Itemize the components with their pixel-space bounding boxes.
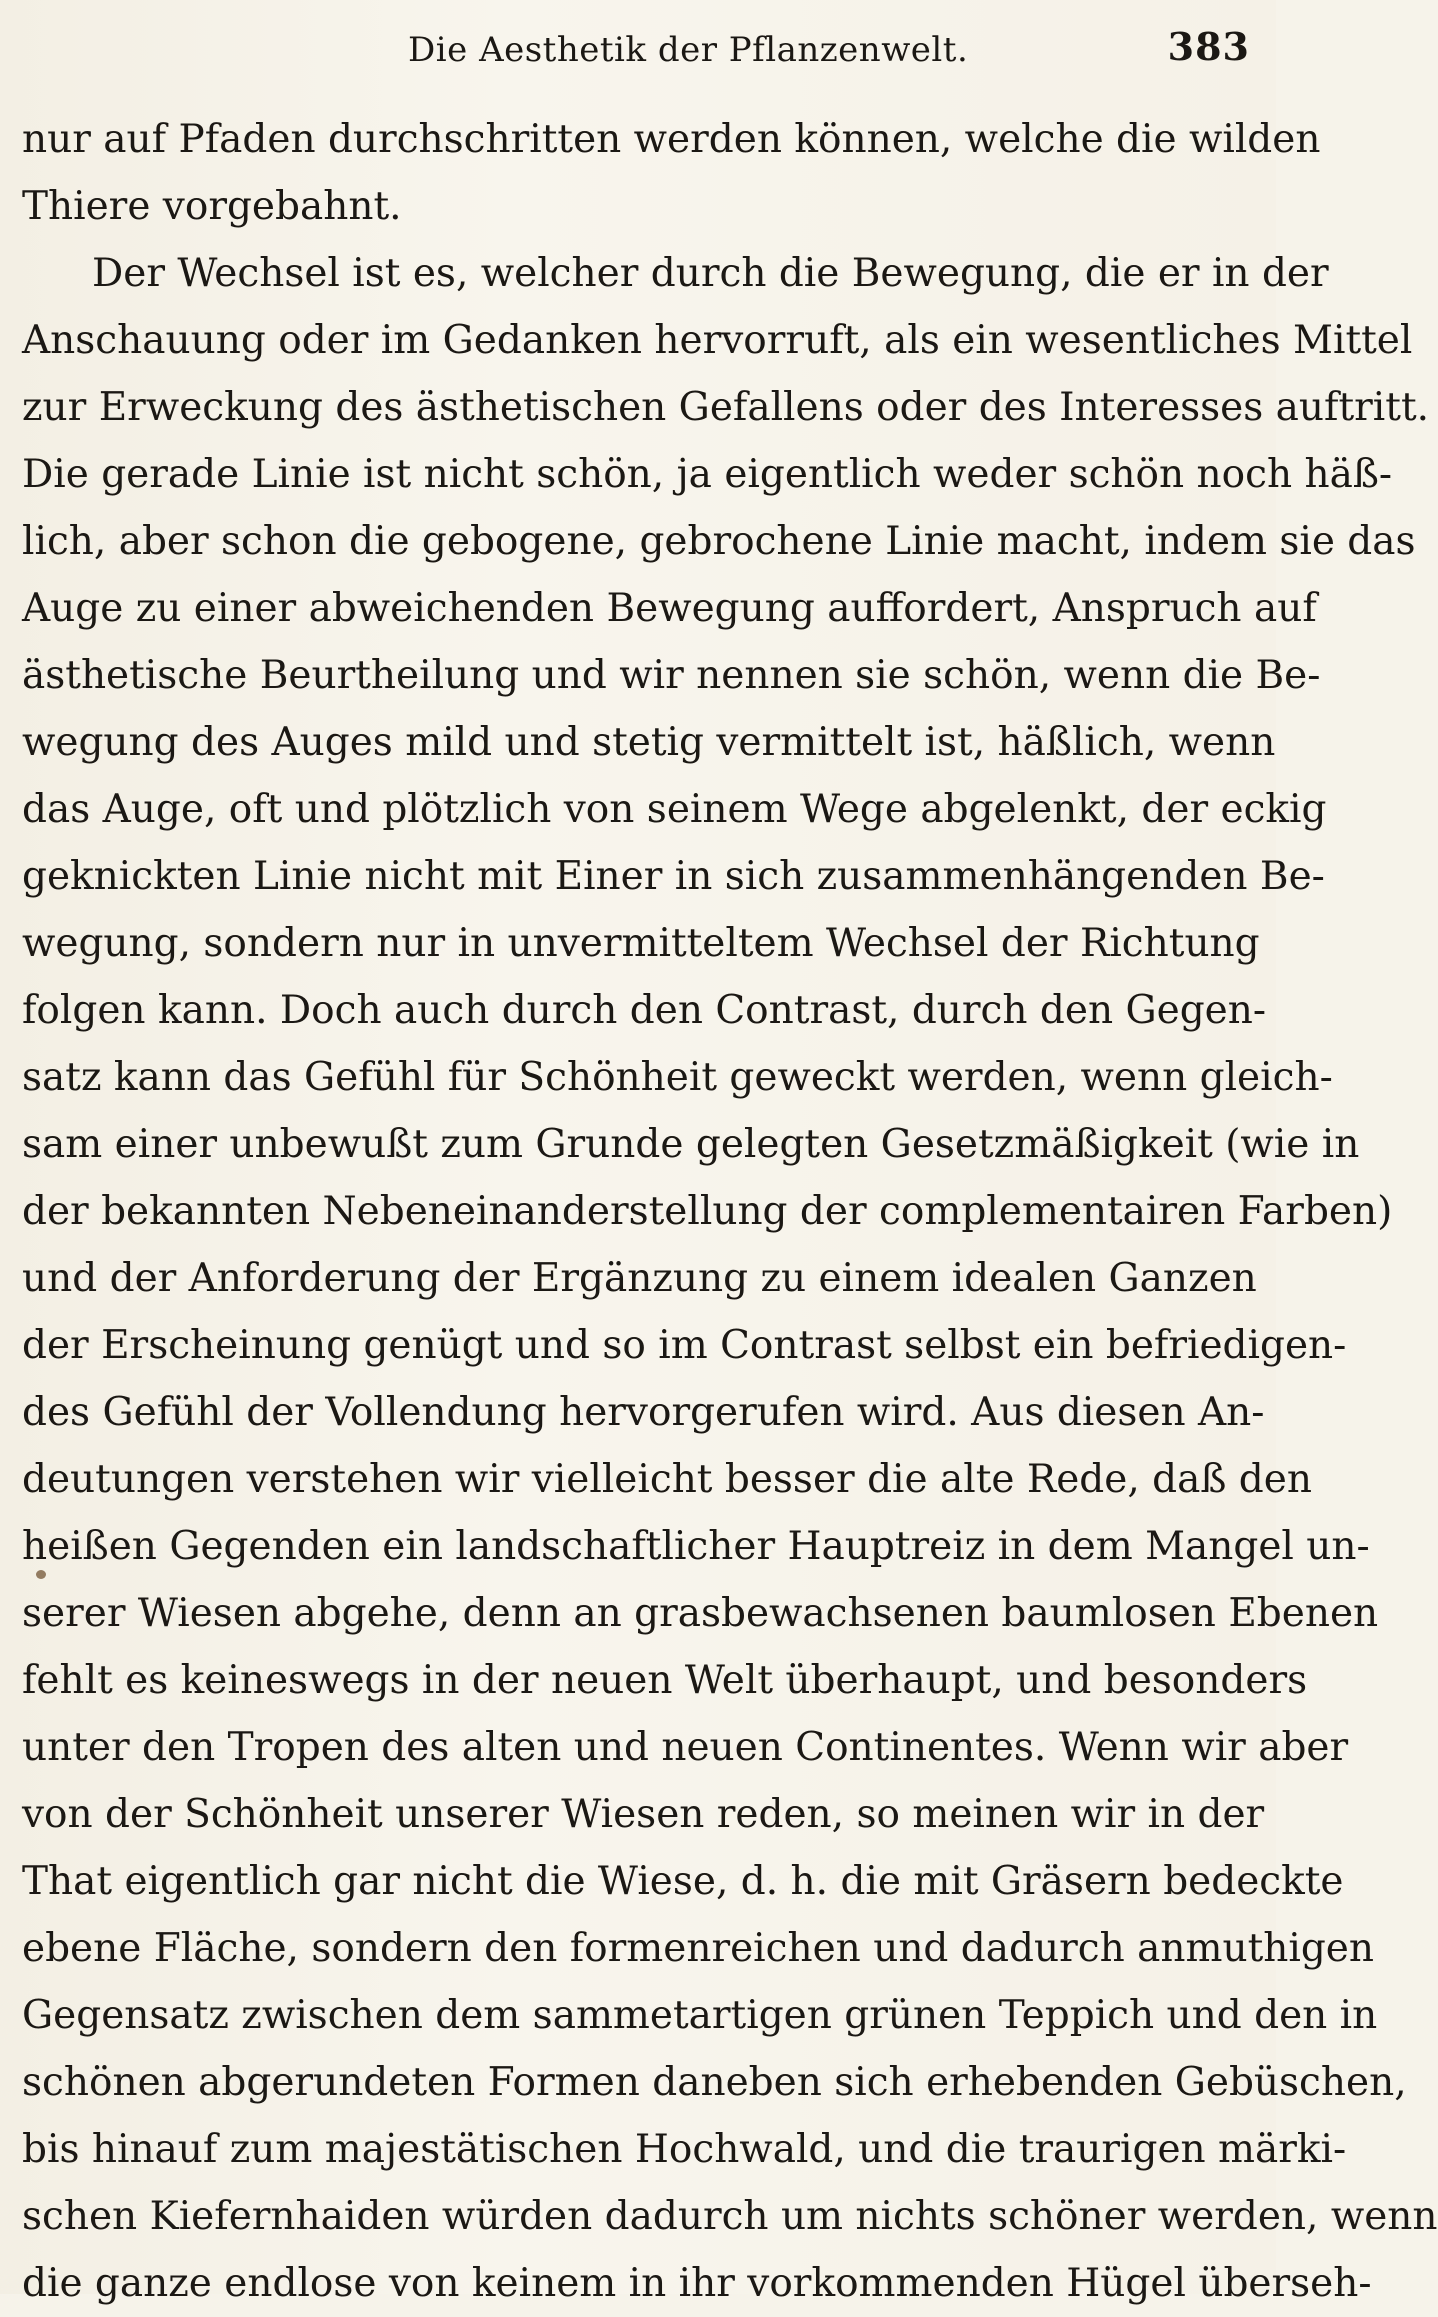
body-text xyxy=(22,106,1438,2317)
running-title: Die Aesthetik der Pflanzenwelt. xyxy=(408,30,969,70)
ink-spot xyxy=(36,1570,46,1579)
text-line: folgen kann. Doch auch durch den Contrast, durch den Gegen- xyxy=(22,988,1267,1033)
text-line: nur auf Pfaden durchschritten werden können, welche die wilden xyxy=(22,117,1321,162)
text-line: des Gefühl der Vollendung hervorgerufen wird. Aus diesen An- xyxy=(22,1390,1265,1435)
text-line: von der Schönheit unserer Wiesen reden, so meinen wir in der xyxy=(22,1792,1265,1837)
text-line: geknickten Linie nicht mit Einer in sich zusammenhängenden Be- xyxy=(22,854,1325,899)
text-line: Anschauung oder im Gedanken hervorruft, als ein wesentliches Mittel xyxy=(22,318,1413,363)
text-line: Auge zu einer abweichenden Bewegung auffordert, Anspruch auf xyxy=(22,586,1317,631)
text-line: fehlt es keineswegs in der neuen Welt überhaupt, und besonders xyxy=(22,1658,1308,1703)
text-line: zur Erweckung des ästhetischen Gefallens oder des Interesses auftritt. xyxy=(22,385,1430,430)
text-line: wegung des Auges mild und stetig vermittelt ist, häßlich, wenn xyxy=(22,720,1276,765)
text-line: satz kann das Gefühl für Schönheit geweckt werden, wenn gleich- xyxy=(22,1055,1333,1100)
text-line: lich, aber schon die gebogene, gebrochene Linie macht, indem sie das xyxy=(22,519,1416,564)
text-line: ästhetische Beurtheilung und wir nennen sie schön, wenn die Be- xyxy=(22,653,1321,698)
text-line: Der Wechsel ist es, welcher durch die Bewegung, die er in der xyxy=(92,251,1329,296)
text-line: bis hinauf zum majestätischen Hochwald, und die traurigen märki- xyxy=(22,2127,1347,2172)
text-line: schen Kiefernhaiden würden dadurch um nichts schöner werden, wenn xyxy=(22,2194,1438,2239)
text-line: sam einer unbewußt zum Grunde gelegten Gesetzmäßigkeit (wie in xyxy=(22,1122,1360,1167)
text-line: wegung, sondern nur in unvermitteltem Wechsel der Richtung xyxy=(22,921,1260,966)
page-number: 383 xyxy=(1167,24,1250,69)
text-line: heißen Gegenden ein landschaftlicher Hauptreiz in dem Mangel un- xyxy=(22,1524,1370,1569)
text-line: der bekannten Nebeneinanderstellung der complementairen Farben) xyxy=(22,1189,1393,1234)
text-line: die ganze endlose von keinem in ihr vorkommenden Hügel überseh- xyxy=(22,2261,1372,2306)
text-line: deutungen verstehen wir vielleicht besser die alte Rede, daß den xyxy=(22,1457,1312,1502)
text-line: Thiere vorgebahnt. xyxy=(22,184,402,229)
text-line: That eigentlich gar nicht die Wiese, d. h. die mit Gräsern bedeckte xyxy=(22,1859,1344,1904)
text-line: ebene Fläche, sondern den formenreichen und dadurch anmuthigen xyxy=(22,1926,1374,1971)
text-line: serer Wiesen abgehe, denn an grasbewachsenen baumlosen Ebenen xyxy=(22,1591,1379,1636)
text-line: das Auge, oft und plötzlich von seinem Wege abgelenkt, der eckig xyxy=(22,787,1327,832)
text-line: Die gerade Linie ist nicht schön, ja eigentlich weder schön noch häß- xyxy=(22,452,1393,497)
text-line: unter den Tropen des alten und neuen Continentes. Wenn wir aber xyxy=(22,1725,1349,1770)
running-head xyxy=(0,24,1276,84)
text-line: Gegensatz zwischen dem sammetartigen grünen Teppich und den in xyxy=(22,1993,1378,2038)
text-line: und der Anforderung der Ergänzung zu einem idealen Ganzen xyxy=(22,1256,1257,1301)
text-line: der Erscheinung genügt und so im Contrast selbst ein befriedigen- xyxy=(22,1323,1347,1368)
text-line: schönen abgerundeten Formen daneben sich erhebenden Gebüschen, xyxy=(22,2060,1407,2105)
